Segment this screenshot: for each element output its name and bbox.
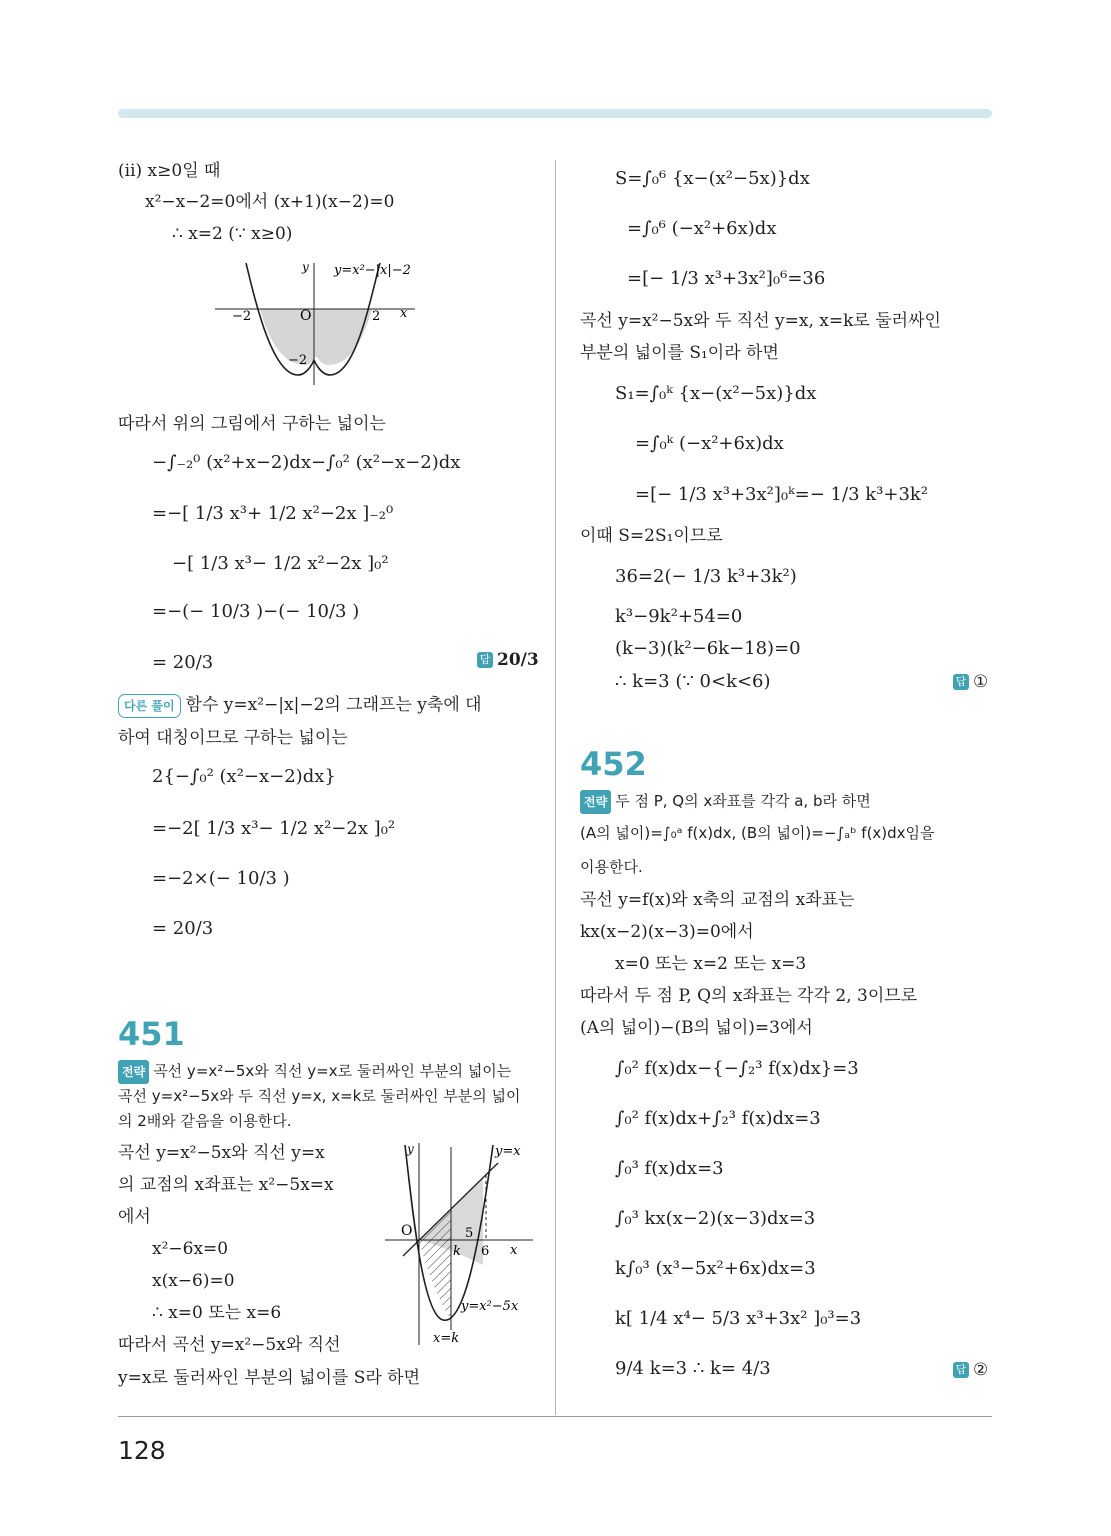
- p451-text-3: 에서: [118, 1207, 151, 1227]
- p452-text-5: (A의 넓이)−(B의 넓이)=3에서: [580, 1018, 813, 1038]
- area-intro: 따라서 위의 그림에서 구하는 넓이는: [118, 414, 386, 434]
- answer-value: ②: [973, 1360, 989, 1380]
- area-line-2: =−[ 1/3 x³+ 1/2 x²−2x ]₋₂⁰: [152, 503, 394, 524]
- origin-label: O: [401, 1223, 413, 1239]
- alt-line-1: 2{−∫₀² (x²−x−2)dx}: [152, 766, 336, 787]
- s1-line-2: =∫₀ᵏ (−x²+6x)dx: [635, 433, 784, 454]
- s1-intro-2: 부분의 넓이를 S₁이라 하면: [580, 343, 779, 363]
- alt-solution-line-1: [118, 694, 482, 718]
- p452-calc-3: ∫₀³ f(x)dx=3: [615, 1158, 724, 1179]
- alt-solution-text-2: 하여 대칭이므로 구하는 넓이는: [118, 728, 348, 748]
- k-line-2: k³−9k²+54=0: [615, 606, 743, 627]
- s-line-1: S=∫₀⁶ {x−(x²−5x)}dx: [615, 168, 810, 189]
- answer-451: [953, 672, 988, 692]
- curve-label: y=x²−|x|−2: [334, 263, 411, 278]
- x-axis-label: x: [400, 306, 408, 321]
- s-line-3: =[− 1/3 x³+3x²]₀⁶=36: [627, 268, 826, 289]
- strategy-text-1: 두 점 P, Q의 x좌표를 각각 a, b라 하면: [615, 792, 871, 810]
- case-ii-heading: (ⅱ) x≥0일 때: [118, 161, 221, 181]
- p451-text-4: x²−6x=0: [152, 1239, 229, 1259]
- p451-text-5: x(x−6)=0: [152, 1271, 235, 1291]
- origin-label: O: [300, 308, 312, 324]
- y-axis-label: y: [407, 1142, 414, 1156]
- p452-text-2: kx(x−2)(x−3)=0에서: [580, 922, 754, 942]
- alt-line-2: =−2[ 1/3 x³− 1/2 x²−2x ]₀²: [152, 818, 396, 839]
- area-line-3: −[ 1/3 x³− 1/2 x²−2x ]₀²: [172, 553, 389, 574]
- curve-label: y=x²−5x: [461, 1299, 519, 1314]
- p452-strategy-line-3: 이용한다.: [580, 858, 643, 876]
- p452-text-1: 곡선 y=f(x)와 x축의 교점의 x좌표는: [580, 890, 855, 910]
- alt-line-3: =−2×(− 10/3 ): [152, 868, 290, 889]
- answer-icon: 답: [477, 652, 493, 668]
- y-axis-label: y: [302, 260, 309, 274]
- p451-strategy-line-2: 곡선 y=x²−5x와 두 직선 y=x, x=k로 둘러싸인 부분의 넓이: [118, 1087, 521, 1105]
- k-line-3: (k−3)(k²−6k−18)=0: [615, 638, 801, 659]
- p452-text-4: 따라서 두 점 P, Q의 x좌표는 각각 2, 3이므로: [580, 986, 918, 1006]
- s-line-2: =∫₀⁶ (−x²+6x)dx: [627, 218, 777, 239]
- answer-icon: 답: [953, 674, 969, 690]
- answer-value: 20/3: [497, 650, 539, 670]
- p452-calc-6: k[ 1/4 x⁴− 5/3 x³+3x² ]₀³=3: [615, 1308, 862, 1329]
- since-text: 이때 S=2S₁이므로: [580, 526, 723, 546]
- line-label: y=x: [495, 1144, 521, 1159]
- p451-strategy-line-1: [118, 1060, 511, 1084]
- p452-strategy-line-1: [580, 790, 871, 814]
- p452-calc-2: ∫₀² f(x)dx+∫₂³ f(x)dx=3: [615, 1108, 821, 1129]
- k-line-1: 36=2(− 1/3 k³+3k²): [615, 566, 797, 587]
- p451-text-1: 곡선 y=x²−5x와 직선 y=x: [118, 1143, 325, 1163]
- top-color-bar: [118, 109, 992, 118]
- tick-y-neg2: −2: [288, 353, 308, 368]
- problem-452-number: 452: [580, 745, 647, 783]
- p451-text-6: ∴ x=0 또는 x=6: [152, 1303, 282, 1323]
- tick-5: 5: [465, 1226, 474, 1241]
- hatched-region: [419, 1209, 451, 1320]
- p452-text-3: x=0 또는 x=2 또는 x=3: [615, 954, 807, 974]
- p452-strategy-line-2: (A의 넓이)=∫₀ᵃ f(x)dx, (B의 넓이)=−∫ₐᵇ f(x)dx임을: [580, 824, 935, 842]
- p451-text-8: y=x로 둘러싸인 부분의 넓이를 S라 하면: [118, 1368, 421, 1388]
- s1-intro-1: 곡선 y=x²−5x와 두 직선 y=x, x=k로 둘러싸인: [580, 311, 941, 331]
- s1-line-3: =[− 1/3 x³+3x²]₀ᵏ=− 1/3 k³+3k²: [635, 484, 929, 505]
- p452-calc-5: k∫₀³ (x³−5x²+6x)dx=3: [615, 1258, 816, 1279]
- strategy-tag: 전략: [580, 790, 611, 814]
- column-divider: [555, 160, 556, 1415]
- area-line-5: = 20/3: [152, 652, 214, 673]
- answer-452: [953, 1360, 988, 1380]
- figure-parabola-line: [383, 1135, 548, 1350]
- case-ii-eq2: ∴ x=2 (∵ x≥0): [172, 224, 293, 244]
- answer-450: [477, 650, 539, 670]
- footer-rule: [118, 1416, 992, 1417]
- vline-label: x=k: [433, 1331, 460, 1346]
- alt-solution-tag: 다른 풀이: [118, 694, 181, 718]
- area-line-1: −∫₋₂⁰ (x²+x−2)dx−∫₀² (x²−x−2)dx: [152, 452, 461, 473]
- answer-value: ①: [973, 672, 989, 692]
- p452-calc-1: ∫₀² f(x)dx−{−∫₂³ f(x)dx}=3: [615, 1058, 859, 1079]
- strategy-text-1: 곡선 y=x²−5x와 직선 y=x로 둘러싸인 부분의 넓이는: [153, 1062, 512, 1080]
- problem-451-number: 451: [118, 1015, 185, 1053]
- p452-calc-4: ∫₀³ kx(x−2)(x−3)dx=3: [615, 1208, 816, 1229]
- strategy-tag: 전략: [118, 1060, 149, 1084]
- figure-parabola-abs: [210, 255, 450, 390]
- tick-neg2: −2: [232, 309, 252, 324]
- answer-icon: 답: [953, 1362, 969, 1378]
- page-number: 128: [118, 1436, 166, 1465]
- x-axis-label: x: [510, 1243, 518, 1258]
- alt-solution-text-1: 함수 y=x²−|x|−2의 그래프는 y축에 대: [185, 695, 482, 715]
- tick-2: 2: [372, 309, 381, 324]
- tick-k: k: [453, 1244, 461, 1259]
- p452-calc-7: 9/4 k=3 ∴ k= 4/3: [615, 1358, 771, 1379]
- p451-strategy-line-3: 의 2배와 같음을 이용한다.: [118, 1112, 292, 1130]
- s1-line-1: S₁=∫₀ᵏ {x−(x²−5x)}dx: [615, 383, 817, 404]
- p451-text-7: 따라서 곡선 y=x²−5x와 직선: [118, 1335, 341, 1355]
- case-ii-eq1: x²−x−2=0에서 (x+1)(x−2)=0: [145, 192, 395, 212]
- p451-text-2: 의 교점의 x좌표는 x²−5x=x: [118, 1175, 334, 1195]
- tick-6: 6: [481, 1244, 490, 1259]
- alt-line-4: = 20/3: [152, 918, 214, 939]
- k-line-4: ∴ k=3 (∵ 0<k<6): [615, 671, 771, 692]
- area-line-4: =−(− 10/3 )−(− 10/3 ): [152, 601, 360, 622]
